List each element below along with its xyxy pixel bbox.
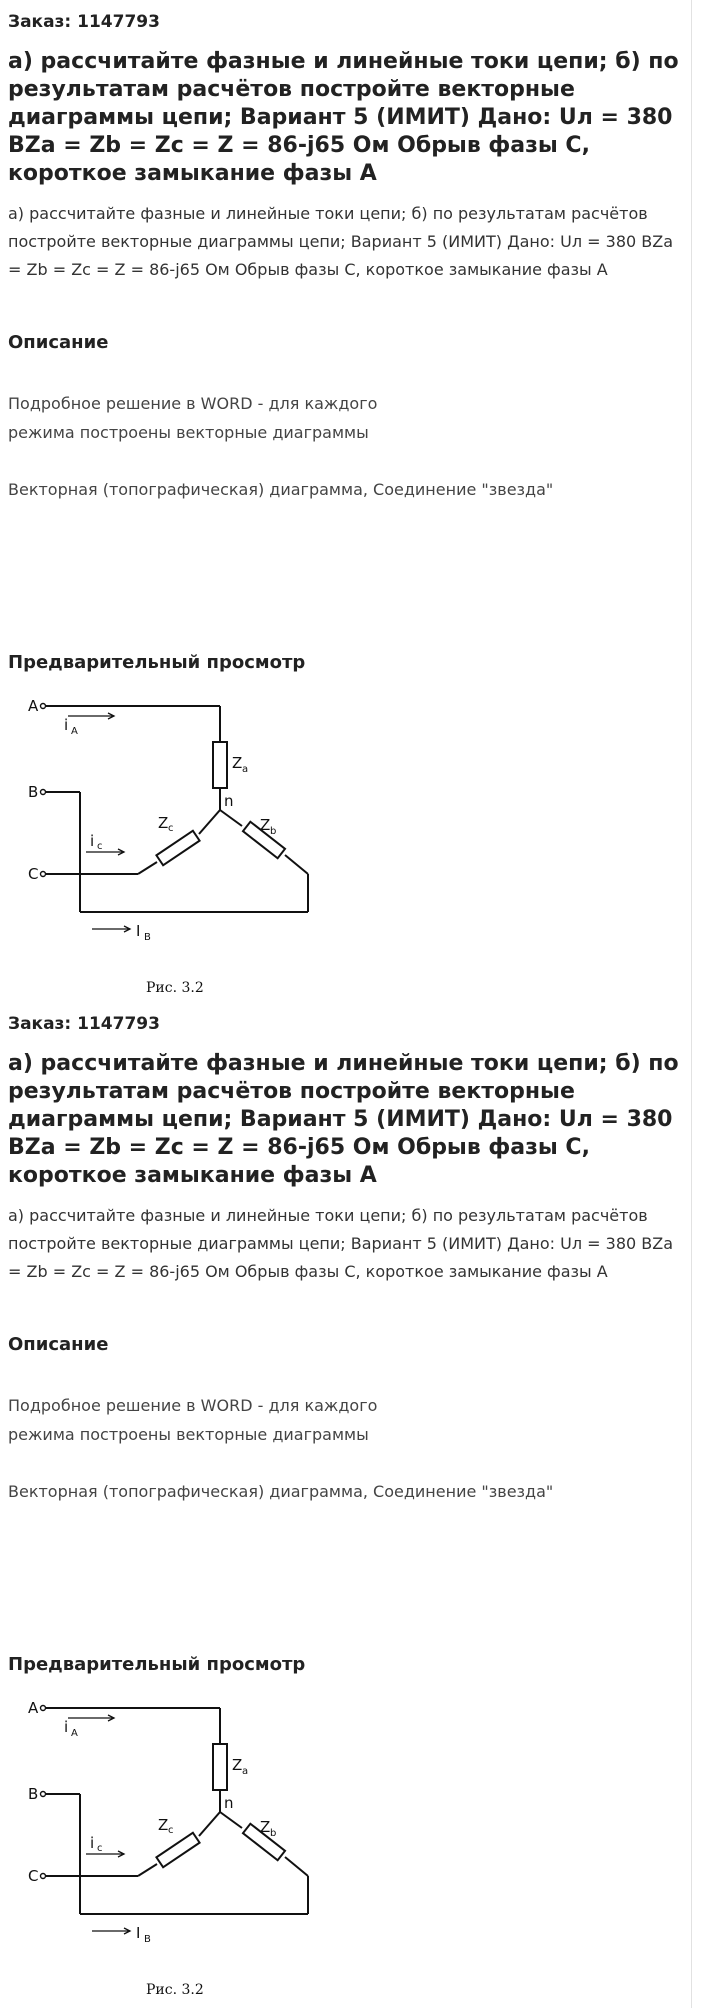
neutral-label: n bbox=[224, 792, 234, 810]
description-line-2: режима построены векторные диаграммы bbox=[8, 1425, 369, 1444]
current-a-label: i bbox=[64, 716, 69, 734]
current-a-label: i bbox=[64, 1718, 69, 1736]
description-line-2: режима построены векторные диаграммы bbox=[8, 423, 369, 442]
zc-label: Z bbox=[158, 1816, 169, 1834]
description-line-1: Подробное решение в WORD - для каждого bbox=[8, 394, 378, 413]
zb-sub: b bbox=[270, 1828, 277, 1839]
zb-label: Z bbox=[260, 1818, 271, 1836]
current-b-sub: B bbox=[144, 932, 151, 943]
zc-sub: c bbox=[168, 823, 174, 834]
description-heading: Описание bbox=[8, 332, 109, 353]
description-line-3: Векторная (топографическая) диаграмма, Соединение "звезда" bbox=[8, 480, 554, 499]
preview-heading: Предварительный просмотр bbox=[8, 652, 306, 673]
zb-label: Z bbox=[260, 816, 271, 834]
circuit-svg bbox=[28, 1696, 348, 1996]
current-c-sub: c bbox=[97, 1843, 103, 1854]
figure-caption: Рис. 3.2 bbox=[146, 980, 204, 994]
current-a-sub: A bbox=[71, 1728, 78, 1739]
za-sub: a bbox=[242, 764, 249, 775]
order-summary: а) рассчитайте фазные и линейные токи цепи; б) по результатам расчётов постройте векторные диаграммы цепи; Вариант 5 (ИМИТ) Дано: Uл = 380 BZa = Zb = Zc = Z = 86-j65 Ом Обрыв фазы С, короткое замыкание фазы А bbox=[8, 1206, 674, 1281]
node-c-label: C bbox=[28, 1867, 39, 1885]
description-line-3: Векторная (топографическая) диаграмма, Соединение "звезда" bbox=[8, 1482, 554, 1501]
current-b-label: I bbox=[136, 922, 141, 940]
order-card-2 bbox=[0, 1000, 692, 2008]
description-heading: Описание bbox=[8, 1334, 109, 1355]
node-c-label: C bbox=[28, 865, 39, 883]
order-title: а) рассчитайте фазные и линейные токи цепи; б) по результатам расчётов постройте векторные диаграммы цепи; Вариант 5 (ИМИТ) Дано: Uл = 380 BZa = Zb = Zc = Z = 86-j65 Ом Обрыв фазы С, короткое замыкание фазы А bbox=[8, 1051, 679, 1188]
resistor-za bbox=[213, 742, 227, 788]
resistor-zc bbox=[156, 1833, 199, 1868]
order-title: а) рассчитайте фазные и линейные токи цепи; б) по результатам расчётов постройте векторные диаграммы цепи; Вариант 5 (ИМИТ) Дано: Uл = 380 BZa = Zb = Zc = Z = 86-j65 Ом Обрыв фазы С, короткое замыкание фазы А bbox=[8, 49, 679, 186]
figure-caption: Рис. 3.2 bbox=[146, 1982, 204, 1996]
node-a-label: A bbox=[28, 697, 39, 715]
zb-sub: b bbox=[270, 826, 277, 837]
za-sub: a bbox=[242, 1766, 249, 1777]
node-b-label: B bbox=[28, 783, 39, 801]
node-a-label: A bbox=[28, 1699, 39, 1717]
za-label: Z bbox=[232, 754, 243, 772]
zc-label: Z bbox=[158, 814, 169, 832]
za-label: Z bbox=[232, 1756, 243, 1774]
circuit-svg bbox=[28, 694, 348, 994]
order-card-1 bbox=[0, 0, 692, 1000]
current-c-label: i bbox=[90, 832, 95, 850]
zc-sub: c bbox=[168, 1825, 174, 1836]
order-summary: а) рассчитайте фазные и линейные токи цепи; б) по результатам расчётов постройте векторные диаграммы цепи; Вариант 5 (ИМИТ) Дано: Uл = 380 BZa = Zb = Zc = Z = 86-j65 Ом Обрыв фазы С, короткое замыкание фазы А bbox=[8, 204, 674, 279]
neutral-label: n bbox=[224, 1794, 234, 1812]
current-b-label: I bbox=[136, 1924, 141, 1942]
resistor-za bbox=[213, 1744, 227, 1790]
preview-heading: Предварительный просмотр bbox=[8, 1654, 306, 1675]
current-b-sub: B bbox=[144, 1934, 151, 1945]
resistor-zc bbox=[156, 831, 199, 866]
node-b-label: B bbox=[28, 1785, 39, 1803]
current-a-sub: A bbox=[71, 726, 78, 737]
description-line-1: Подробное решение в WORD - для каждого bbox=[8, 1396, 378, 1415]
order-label: Заказ: 1147793 bbox=[8, 1014, 160, 1034]
current-c-sub: c bbox=[97, 841, 103, 852]
current-c-label: i bbox=[90, 1834, 95, 1852]
circuit-diagram-1 bbox=[28, 694, 348, 994]
circuit-diagram-2 bbox=[28, 1696, 348, 1996]
order-label: Заказ: 1147793 bbox=[8, 12, 160, 32]
